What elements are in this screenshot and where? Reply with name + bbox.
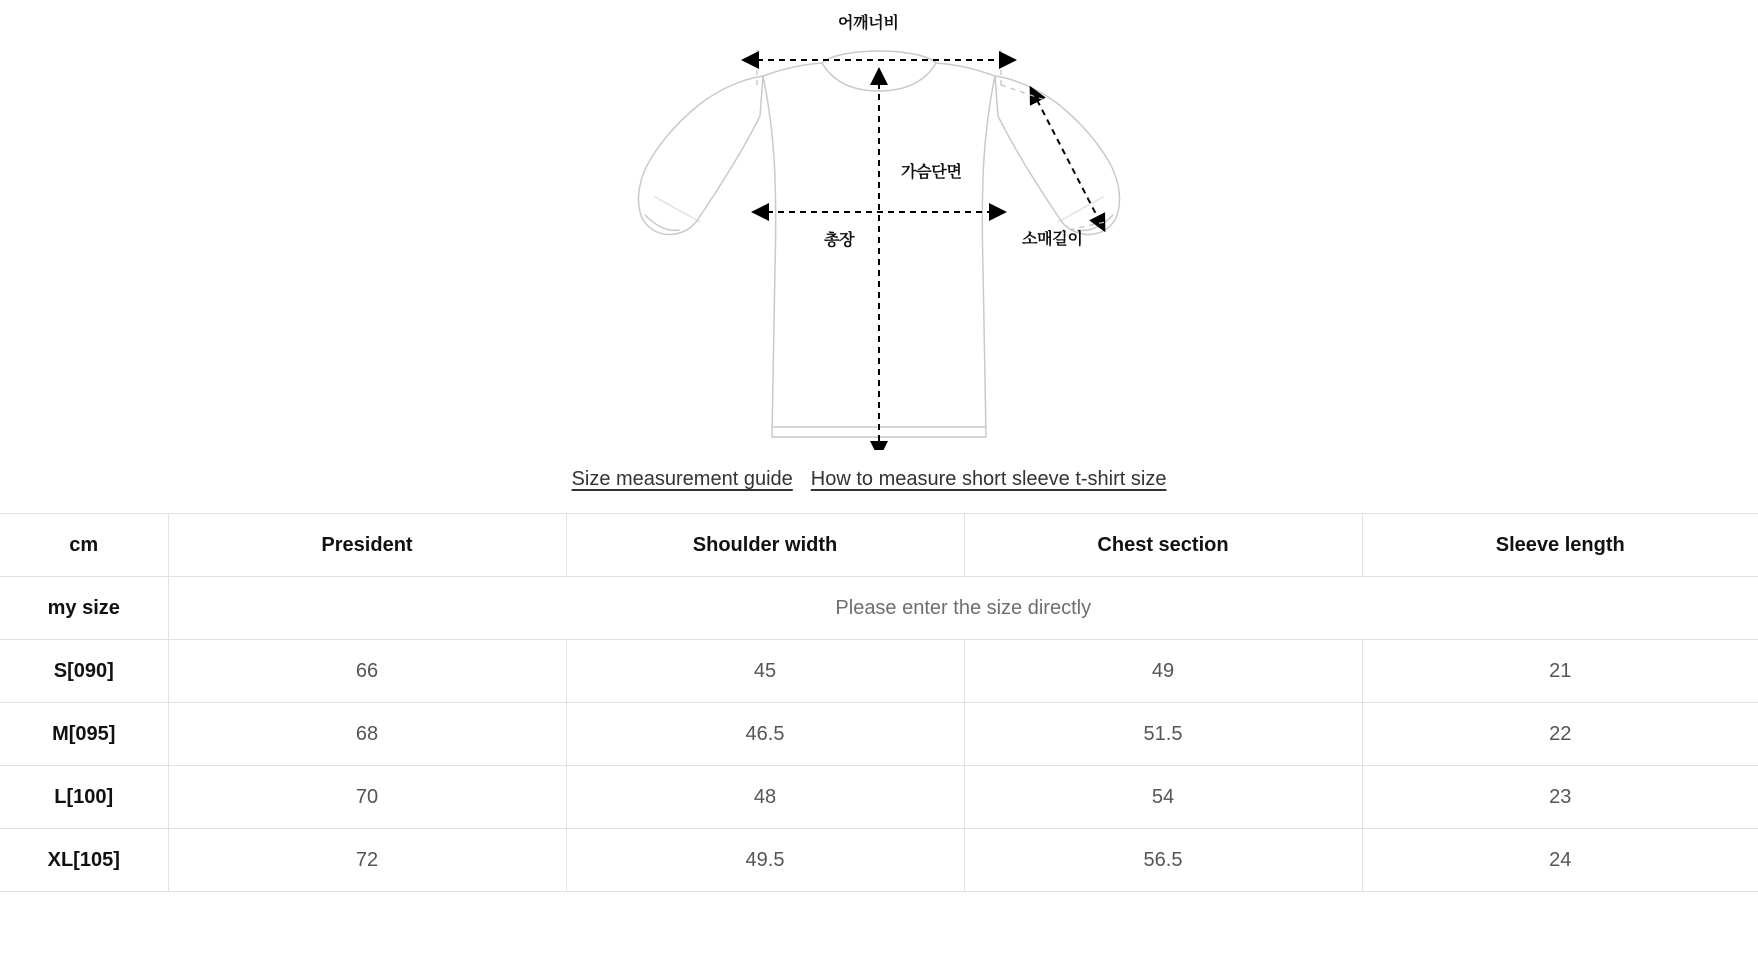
table-row	[0, 829, 1758, 892]
row-label-s090: S[090]	[0, 640, 168, 703]
cell-m095-shoulder: 46.5	[566, 703, 964, 766]
how-to-measure-link[interactable]: How to measure short sleeve t-shirt size	[810, 468, 1167, 490]
diagram-label-shoulder-width: 어깨너비	[838, 15, 899, 32]
diagram-label-sleeve-length: 소매길이	[1022, 231, 1083, 248]
table-header-chest-section: Chest section	[964, 514, 1362, 577]
cell-l100-shoulder: 48	[566, 766, 964, 829]
table-row	[0, 703, 1758, 766]
cell-l100-president: 70	[168, 766, 566, 829]
cell-s090-president: 66	[168, 640, 566, 703]
my-size-input-cell[interactable]: Please enter the size directly	[168, 577, 1758, 640]
diagram-label-total-length: 총장	[824, 232, 855, 249]
cell-m095-president: 68	[168, 703, 566, 766]
cell-m095-chest: 51.5	[964, 703, 1362, 766]
size-table	[0, 513, 1758, 892]
cell-s090-shoulder: 45	[566, 640, 964, 703]
table-header-row	[0, 514, 1758, 577]
cell-l100-sleeve: 23	[1362, 766, 1758, 829]
table-header-unit: cm	[0, 514, 168, 577]
cell-s090-chest: 49	[964, 640, 1362, 703]
table-header-sleeve-length: Sleeve length	[1362, 514, 1758, 577]
tshirt-diagram-svg	[0, 0, 1758, 450]
table-row-my-size	[0, 577, 1758, 640]
cell-xl105-sleeve: 24	[1362, 829, 1758, 892]
guide-links	[0, 468, 1758, 491]
size-measurement-guide-link[interactable]: Size measurement guide	[571, 468, 793, 490]
tshirt-measurement-diagram	[0, 0, 1758, 450]
table-header-president: President	[168, 514, 566, 577]
table-header-shoulder-width: Shoulder width	[566, 514, 964, 577]
diagram-label-chest-section: 가슴단면	[901, 164, 962, 181]
table-row	[0, 766, 1758, 829]
cell-xl105-shoulder: 49.5	[566, 829, 964, 892]
row-label-m095: M[095]	[0, 703, 168, 766]
table-row	[0, 640, 1758, 703]
cell-xl105-president: 72	[168, 829, 566, 892]
cell-s090-sleeve: 21	[1362, 640, 1758, 703]
cell-l100-chest: 54	[964, 766, 1362, 829]
row-label-my-size: my size	[0, 577, 168, 640]
cell-m095-sleeve: 22	[1362, 703, 1758, 766]
row-label-xl105: XL[105]	[0, 829, 168, 892]
cell-xl105-chest: 56.5	[964, 829, 1362, 892]
row-label-l100: L[100]	[0, 766, 168, 829]
